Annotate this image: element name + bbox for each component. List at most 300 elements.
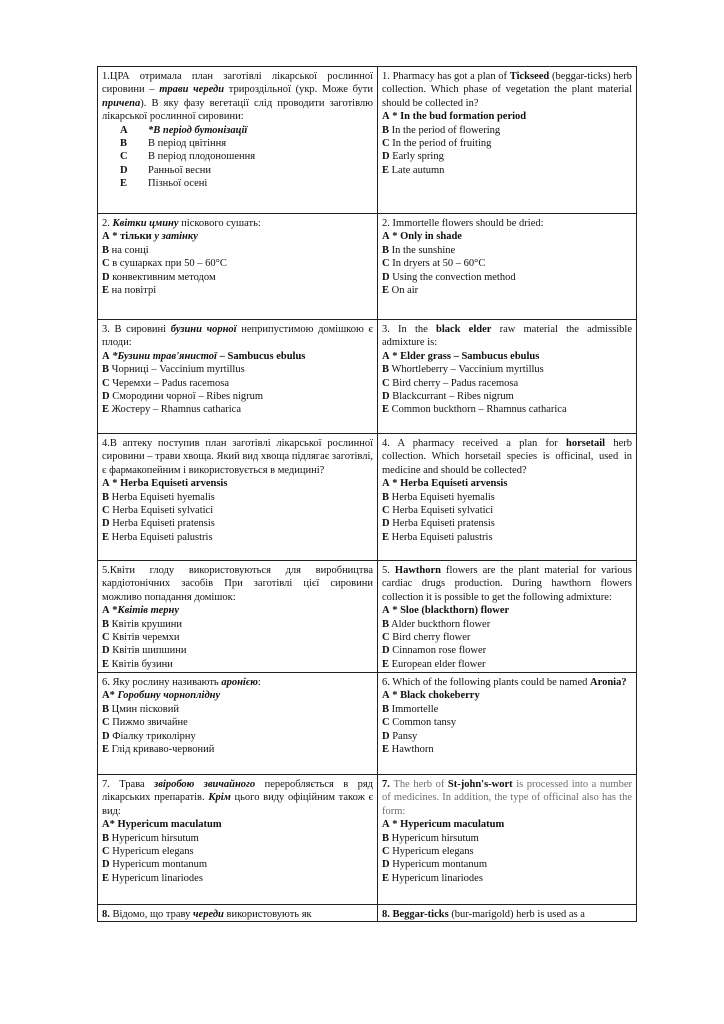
answer-option bbox=[382, 491, 632, 504]
option-text: European elder flower bbox=[389, 658, 486, 670]
question-cell-uk bbox=[98, 775, 378, 905]
question-row bbox=[98, 320, 637, 434]
answer-option bbox=[102, 363, 373, 376]
question-row bbox=[98, 905, 637, 922]
option-text: * Black chokeberry bbox=[389, 690, 480, 702]
option-text: на сонці bbox=[109, 244, 149, 256]
option-letter: D bbox=[382, 151, 390, 163]
answer-option bbox=[382, 350, 632, 363]
answer-option bbox=[102, 284, 373, 297]
option-text: Common buckthorn – Rhamnus catharica bbox=[389, 404, 567, 416]
option-letter: C bbox=[382, 138, 390, 150]
question-cell-uk bbox=[98, 905, 378, 922]
answer-option bbox=[102, 257, 373, 270]
answer-option bbox=[102, 390, 373, 403]
option-letter: A bbox=[382, 231, 390, 243]
option-letter: E bbox=[120, 178, 128, 190]
option-letter: C bbox=[382, 632, 390, 644]
question-text-run: 5. bbox=[382, 565, 395, 576]
answer-option bbox=[102, 689, 373, 702]
option-letter: B bbox=[382, 703, 390, 715]
option-text: Hypericum linariodes bbox=[109, 872, 203, 884]
option-text: In the period of fruiting bbox=[389, 138, 492, 150]
answer-option bbox=[102, 491, 373, 504]
question-text-run: Квітки цмину bbox=[112, 218, 179, 229]
answer-option bbox=[382, 230, 632, 243]
answer-option bbox=[102, 244, 373, 257]
answer-option bbox=[382, 363, 632, 376]
question-text-run: : bbox=[257, 677, 261, 688]
option-text: On air bbox=[389, 285, 419, 297]
option-letter: A bbox=[120, 124, 128, 136]
option-text: In dryers at 50 – 60°C bbox=[389, 258, 486, 270]
option-letter: D bbox=[382, 859, 390, 871]
option-text: Bird cherry flower bbox=[389, 632, 471, 644]
answer-option bbox=[102, 177, 373, 190]
option-text: In the period of flowering bbox=[389, 124, 501, 136]
option-letter: D bbox=[382, 391, 390, 403]
option-text: Herba Equiseti palustris bbox=[389, 531, 493, 543]
question-text-run: переробляється в ряд лікарських препаратів. bbox=[102, 779, 374, 804]
option-letter: B bbox=[102, 618, 110, 630]
question-text bbox=[102, 564, 373, 604]
option-text: Hypericum montanum bbox=[389, 859, 487, 871]
question-cell-en bbox=[378, 67, 637, 214]
option-letter: A bbox=[102, 478, 110, 490]
option-text: Herba Equiseti palustris bbox=[109, 531, 213, 543]
option-text: Hypericum hirsutum bbox=[389, 832, 479, 844]
option-text: Hypericum linariodes bbox=[389, 872, 483, 884]
option-letter: B bbox=[382, 364, 390, 376]
question-text bbox=[102, 217, 373, 230]
question-text-run: Відомо, що траву bbox=[109, 909, 194, 920]
option-letter: E bbox=[382, 164, 390, 176]
option-letter: A bbox=[102, 350, 110, 362]
answer-option bbox=[382, 403, 632, 416]
option-letter: A bbox=[382, 478, 390, 490]
option-letter: C bbox=[102, 717, 110, 729]
answer-option bbox=[102, 644, 373, 657]
question-cell-en bbox=[378, 905, 637, 922]
option-text: Common tansy bbox=[389, 717, 457, 729]
question-text-run: 8. bbox=[102, 909, 110, 920]
answer-option bbox=[382, 658, 632, 671]
question-text-run: 2. bbox=[102, 218, 113, 229]
option-letter: A bbox=[102, 231, 110, 243]
answer-option bbox=[382, 150, 632, 163]
question-text-run: 3. In the bbox=[382, 324, 436, 335]
option-letter: D bbox=[102, 859, 110, 871]
option-text: Чорниці – Vaccinium myrtillus bbox=[109, 364, 245, 376]
question-text-run: 1.ЦРА отримала план заготівлі лікарської рослинної сировини – bbox=[102, 71, 373, 96]
answer-option bbox=[102, 730, 373, 743]
option-text-run: Квітів терну bbox=[117, 605, 180, 617]
answer-option bbox=[382, 271, 632, 284]
question-text-run: St-john's-wort bbox=[447, 779, 513, 790]
question-text bbox=[102, 323, 373, 350]
option-text: Hypericum elegans bbox=[109, 846, 194, 858]
question-cell-en bbox=[378, 320, 637, 434]
option-letter: A* bbox=[102, 819, 115, 831]
question-text bbox=[382, 70, 632, 110]
question-text bbox=[382, 676, 632, 689]
option-letter: B bbox=[382, 832, 390, 844]
question-text-run: black elder bbox=[435, 324, 492, 335]
option-letter: B bbox=[102, 244, 110, 256]
option-text: Глід криваво-червоний bbox=[109, 744, 215, 756]
option-text: Late autumn bbox=[389, 164, 445, 176]
question-text-run: ). В яку фазу вегетації слід проводити заготівлю лікарської рослинної сировини: bbox=[102, 97, 373, 123]
answer-option bbox=[102, 872, 373, 885]
option-letter: B bbox=[102, 491, 110, 503]
option-text: *В період бутонізації bbox=[148, 124, 248, 136]
question-text-run: звіробою звичайного bbox=[154, 779, 256, 790]
option-text: * Sloe (blackthorn) flower bbox=[389, 605, 510, 617]
answer-option bbox=[102, 124, 373, 137]
option-letter: B bbox=[102, 832, 110, 844]
question-text bbox=[382, 564, 632, 604]
option-letter: C bbox=[102, 258, 110, 270]
option-letter: C bbox=[382, 258, 390, 270]
answer-option bbox=[382, 604, 632, 617]
option-text-run: – Sambucus ebulus bbox=[216, 350, 306, 362]
option-text: * Herba Equiseti arvensis bbox=[109, 478, 228, 490]
question-text-run: трави череди bbox=[159, 84, 225, 96]
question-row bbox=[98, 775, 637, 905]
option-text: Смородини чорної – Ribes nigrum bbox=[109, 391, 264, 403]
answer-option bbox=[102, 818, 373, 831]
question-text-run: трироздільної (укр. Може бути bbox=[224, 84, 373, 96]
answer-option bbox=[102, 618, 373, 631]
question-text-run: 3. В сировині bbox=[102, 324, 171, 335]
option-letter: D bbox=[382, 645, 390, 657]
question-cell-en bbox=[378, 561, 637, 673]
answer-option bbox=[382, 703, 632, 716]
question-cell-en bbox=[378, 775, 637, 905]
option-letter: D bbox=[102, 730, 110, 742]
option-letter: A bbox=[382, 819, 390, 831]
option-letter: C bbox=[382, 717, 390, 729]
option-text: Pansy bbox=[389, 730, 418, 742]
option-text: Hypericum hirsutum bbox=[109, 832, 199, 844]
option-letter: A bbox=[382, 350, 390, 362]
question-row bbox=[98, 434, 637, 561]
question-text bbox=[102, 676, 373, 689]
option-letter: C bbox=[382, 377, 390, 389]
option-text: конвективним методом bbox=[109, 271, 216, 283]
option-letter: E bbox=[382, 404, 390, 416]
option-letter: A bbox=[382, 111, 390, 123]
question-text-run: is processed into a number of medicines. In addition, the type of officinal also has the form: bbox=[382, 779, 632, 817]
option-letter: D bbox=[382, 730, 390, 742]
answer-option bbox=[382, 743, 632, 756]
question-text-run: 6. Which of the following plants could be named bbox=[382, 677, 591, 688]
answer-option bbox=[382, 477, 632, 490]
question-cell-en bbox=[378, 434, 637, 561]
option-text: Фіалку триколірну bbox=[109, 730, 196, 742]
option-letter: C bbox=[102, 377, 110, 389]
option-letter: A* bbox=[102, 690, 115, 702]
option-text: Квітів крушини bbox=[109, 618, 183, 630]
question-text bbox=[382, 217, 632, 230]
option-text: Горобину чорноплідну bbox=[114, 690, 221, 702]
option-letter: B bbox=[102, 364, 110, 376]
question-text bbox=[102, 437, 373, 477]
question-text bbox=[382, 778, 632, 818]
option-letter: B bbox=[382, 618, 390, 630]
option-text: Blackcurrant – Ribes nigrum bbox=[389, 391, 514, 403]
answer-option bbox=[102, 703, 373, 716]
question-text-run: 2. Immortelle flowers should be dried: bbox=[382, 218, 544, 229]
option-text: Herba Equiseti hyemalis bbox=[389, 491, 495, 503]
question-text-run: Aronia? bbox=[590, 677, 627, 688]
answer-option bbox=[382, 504, 632, 517]
option-text: Herba Equiseti pratensis bbox=[389, 518, 495, 530]
option-letter: D bbox=[102, 271, 110, 283]
option-text: * Herba Equiseti arvensis bbox=[389, 478, 508, 490]
option-letter: C bbox=[102, 846, 110, 858]
answer-option bbox=[382, 730, 632, 743]
question-text-run: цього виду офіційним також є вид: bbox=[102, 792, 374, 817]
option-letter: B bbox=[102, 703, 110, 715]
option-letter: D bbox=[102, 645, 110, 657]
option-letter: E bbox=[382, 872, 390, 884]
option-text: в сушарках при 50 – 60°С bbox=[109, 258, 227, 270]
answer-option bbox=[102, 477, 373, 490]
answer-option bbox=[102, 531, 373, 544]
answer-option bbox=[382, 164, 632, 177]
question-text-run: 5.Квіти глоду використовуються для виробництва кардіотонічних засобів При заготівлі цієї сировини можливо попадання домішок: bbox=[102, 565, 373, 603]
answer-option bbox=[102, 631, 373, 644]
answer-option bbox=[382, 832, 632, 845]
question-text bbox=[102, 70, 373, 124]
question-cell-en bbox=[378, 214, 637, 320]
answer-option bbox=[102, 517, 373, 530]
question-cell-uk bbox=[98, 67, 378, 214]
question-cell-uk bbox=[98, 434, 378, 561]
answer-option bbox=[102, 845, 373, 858]
option-text: Immortelle bbox=[389, 703, 439, 715]
question-row bbox=[98, 67, 637, 214]
option-text: Цмин пісковий bbox=[109, 703, 179, 715]
question-cell-en bbox=[378, 673, 637, 775]
option-text: Alder buckthorn flower bbox=[389, 618, 491, 630]
answer-option bbox=[382, 137, 632, 150]
question-row bbox=[98, 214, 637, 320]
question-text bbox=[382, 908, 632, 921]
answer-option bbox=[382, 618, 632, 631]
question-text-run: череди bbox=[193, 909, 224, 920]
answer-option bbox=[102, 743, 373, 756]
option-letter: B bbox=[382, 124, 390, 136]
option-letter: C bbox=[120, 151, 128, 163]
question-text-run: 4.В аптеку поступив план заготівлі лікарської рослинної сировини – трави хвоща. Який вид хвоща підлягає заготівлі, є фармакопейним і використовується в медицині? bbox=[102, 438, 373, 476]
answer-option bbox=[382, 124, 632, 137]
option-text: Herba Equiseti pratensis bbox=[109, 518, 215, 530]
option-letter: E bbox=[102, 744, 110, 756]
question-cell-uk bbox=[98, 320, 378, 434]
question-text-run: The herb of bbox=[393, 779, 448, 790]
option-letter: E bbox=[102, 285, 110, 297]
option-text: * In the bud formation period bbox=[389, 111, 527, 123]
option-letter: A bbox=[102, 605, 110, 617]
question-text-run: horsetail bbox=[566, 438, 606, 449]
option-text: Bird cherry – Padus racemosa bbox=[389, 377, 519, 389]
option-letter: B bbox=[382, 244, 390, 256]
question-text-run: (bur-marigold) herb is used as a bbox=[448, 909, 585, 920]
question-row bbox=[98, 561, 637, 673]
answer-option bbox=[382, 872, 632, 885]
option-text: Квітів шипшини bbox=[109, 645, 187, 657]
question-text-run: причепа bbox=[102, 97, 141, 109]
answer-option bbox=[382, 257, 632, 270]
option-letter: E bbox=[382, 744, 390, 756]
answer-option bbox=[102, 604, 373, 617]
option-letter: C bbox=[382, 505, 390, 517]
option-text: на повітрі bbox=[109, 285, 157, 297]
question-text-run: Tickseed bbox=[509, 71, 550, 82]
question-cell-uk bbox=[98, 673, 378, 775]
answer-option bbox=[382, 517, 632, 530]
option-text: * Elder grass – Sambucus ebulus bbox=[389, 350, 540, 362]
question-table-body bbox=[98, 67, 637, 922]
answer-option bbox=[102, 137, 373, 150]
answer-option bbox=[382, 244, 632, 257]
answer-option bbox=[102, 832, 373, 845]
option-text: Cinnamon rose flower bbox=[389, 645, 487, 657]
answer-option bbox=[382, 110, 632, 123]
option-text: Жостеру – Rhamnus catharica bbox=[109, 404, 241, 416]
answer-option bbox=[102, 164, 373, 177]
option-text: Herba Equiseti sylvatici bbox=[109, 505, 214, 517]
option-text: Herba Equiseti hyemalis bbox=[109, 491, 215, 503]
option-text: Черемхи – Padus racemosa bbox=[109, 377, 229, 389]
question-text-run: 6. Яку рослину називають bbox=[102, 677, 222, 688]
question-text-run: herb collection. Which horsetail species is officinal, used in medicine and should be collected? bbox=[382, 438, 632, 476]
option-text: Квітів бузини bbox=[109, 658, 173, 670]
answer-option bbox=[382, 716, 632, 729]
option-text: В період цвітіння bbox=[148, 138, 227, 150]
answer-option bbox=[102, 377, 373, 390]
answer-option bbox=[382, 377, 632, 390]
question-text-run: 1. Pharmacy has got a plan of bbox=[382, 71, 510, 82]
question-text bbox=[382, 437, 632, 477]
question-text-run: (beggar-ticks) herb collection. Which phase of vegetation the plant material should be collected in? bbox=[382, 71, 632, 109]
option-text: В період плодоношення bbox=[148, 151, 256, 163]
answer-option bbox=[102, 271, 373, 284]
answer-option bbox=[102, 858, 373, 871]
option-text: Пижмо звичайне bbox=[109, 717, 188, 729]
option-letter: E bbox=[102, 404, 110, 416]
option-text: Квітів черемхи bbox=[109, 632, 180, 644]
question-text-run: Hawthorn bbox=[394, 565, 442, 576]
question-cell-uk bbox=[98, 214, 378, 320]
option-letter: D bbox=[382, 271, 390, 283]
option-letter: E bbox=[382, 531, 390, 543]
option-text: * Hypericum maculatum bbox=[389, 819, 505, 831]
question-text-run: 8. Beggar-ticks bbox=[382, 909, 449, 920]
option-text: Whortleberry – Vaccinium myrtillus bbox=[389, 364, 544, 376]
answer-option bbox=[382, 631, 632, 644]
question-text bbox=[102, 908, 373, 921]
option-letter: D bbox=[102, 518, 110, 530]
question-text-run: Крім bbox=[208, 792, 231, 804]
option-letter: D bbox=[120, 164, 128, 176]
option-letter: E bbox=[102, 531, 110, 543]
option-text: * Only in shade bbox=[389, 231, 462, 243]
answer-option bbox=[102, 350, 373, 363]
option-text: Herba Equiseti sylvatici bbox=[389, 505, 494, 517]
option-letter: B bbox=[120, 138, 128, 150]
answer-option bbox=[102, 230, 373, 243]
option-text: Hawthorn bbox=[389, 744, 434, 756]
option-text: * bbox=[109, 605, 118, 617]
question-text-run: аронією bbox=[221, 677, 258, 688]
option-letter: C bbox=[382, 846, 390, 858]
option-letter: D bbox=[382, 518, 390, 530]
answer-option bbox=[382, 689, 632, 702]
answer-option bbox=[382, 818, 632, 831]
question-text-run: flowers are the plant material for various cardiac drugs production. During hawthorn flowers collection it is possible to get the following admixture: bbox=[382, 565, 632, 603]
option-letter: E bbox=[382, 658, 390, 670]
answer-option bbox=[382, 845, 632, 858]
option-text: In the sunshine bbox=[389, 244, 456, 256]
question-text-run: неприпустимою домішкою є плоди: bbox=[102, 324, 373, 349]
option-text: Early spring bbox=[389, 151, 444, 163]
answer-option bbox=[382, 644, 632, 657]
question-text-run: raw material the admissible admixture is: bbox=[382, 324, 632, 349]
answer-option bbox=[382, 390, 632, 403]
question-row bbox=[98, 673, 637, 775]
answer-option bbox=[102, 504, 373, 517]
option-letter: A bbox=[382, 690, 390, 702]
question-text bbox=[102, 778, 373, 818]
question-text-run: 4. A pharmacy received a plan for bbox=[382, 438, 566, 449]
option-text: *Бузини трав'янистої bbox=[109, 350, 217, 362]
option-letter: D bbox=[102, 391, 110, 403]
option-letter: E bbox=[382, 285, 390, 297]
option-text: Ранньої весни bbox=[148, 164, 212, 176]
option-text: Пізньої осені bbox=[148, 178, 208, 190]
option-letter: C bbox=[102, 632, 110, 644]
question-text bbox=[382, 323, 632, 350]
answer-option bbox=[102, 716, 373, 729]
option-text: * тільки bbox=[109, 231, 155, 243]
question-cell-uk bbox=[98, 561, 378, 673]
answer-option bbox=[102, 403, 373, 416]
option-letter: C bbox=[102, 505, 110, 517]
question-text-run: 7. Трава bbox=[102, 779, 155, 790]
question-text-run: піскового сушать: bbox=[178, 218, 261, 229]
answer-option bbox=[382, 858, 632, 871]
answer-option bbox=[102, 658, 373, 671]
answer-option bbox=[382, 531, 632, 544]
option-letter: E bbox=[102, 872, 110, 884]
option-text-run: у затінку bbox=[154, 231, 198, 243]
option-text: Using the convection method bbox=[389, 271, 516, 283]
option-letter: B bbox=[382, 491, 390, 503]
option-text: Hypericum elegans bbox=[389, 846, 474, 858]
question-table bbox=[97, 66, 637, 922]
question-text-run: використовують як bbox=[223, 909, 312, 920]
option-letter: A bbox=[382, 605, 390, 617]
answer-option bbox=[382, 284, 632, 297]
question-text-run: бузини чорної bbox=[170, 324, 237, 335]
option-text: Hypericum maculatum bbox=[114, 819, 222, 831]
question-text-run: 7. bbox=[382, 779, 394, 790]
answer-option bbox=[102, 150, 373, 163]
option-text: Hypericum montanum bbox=[109, 859, 207, 871]
